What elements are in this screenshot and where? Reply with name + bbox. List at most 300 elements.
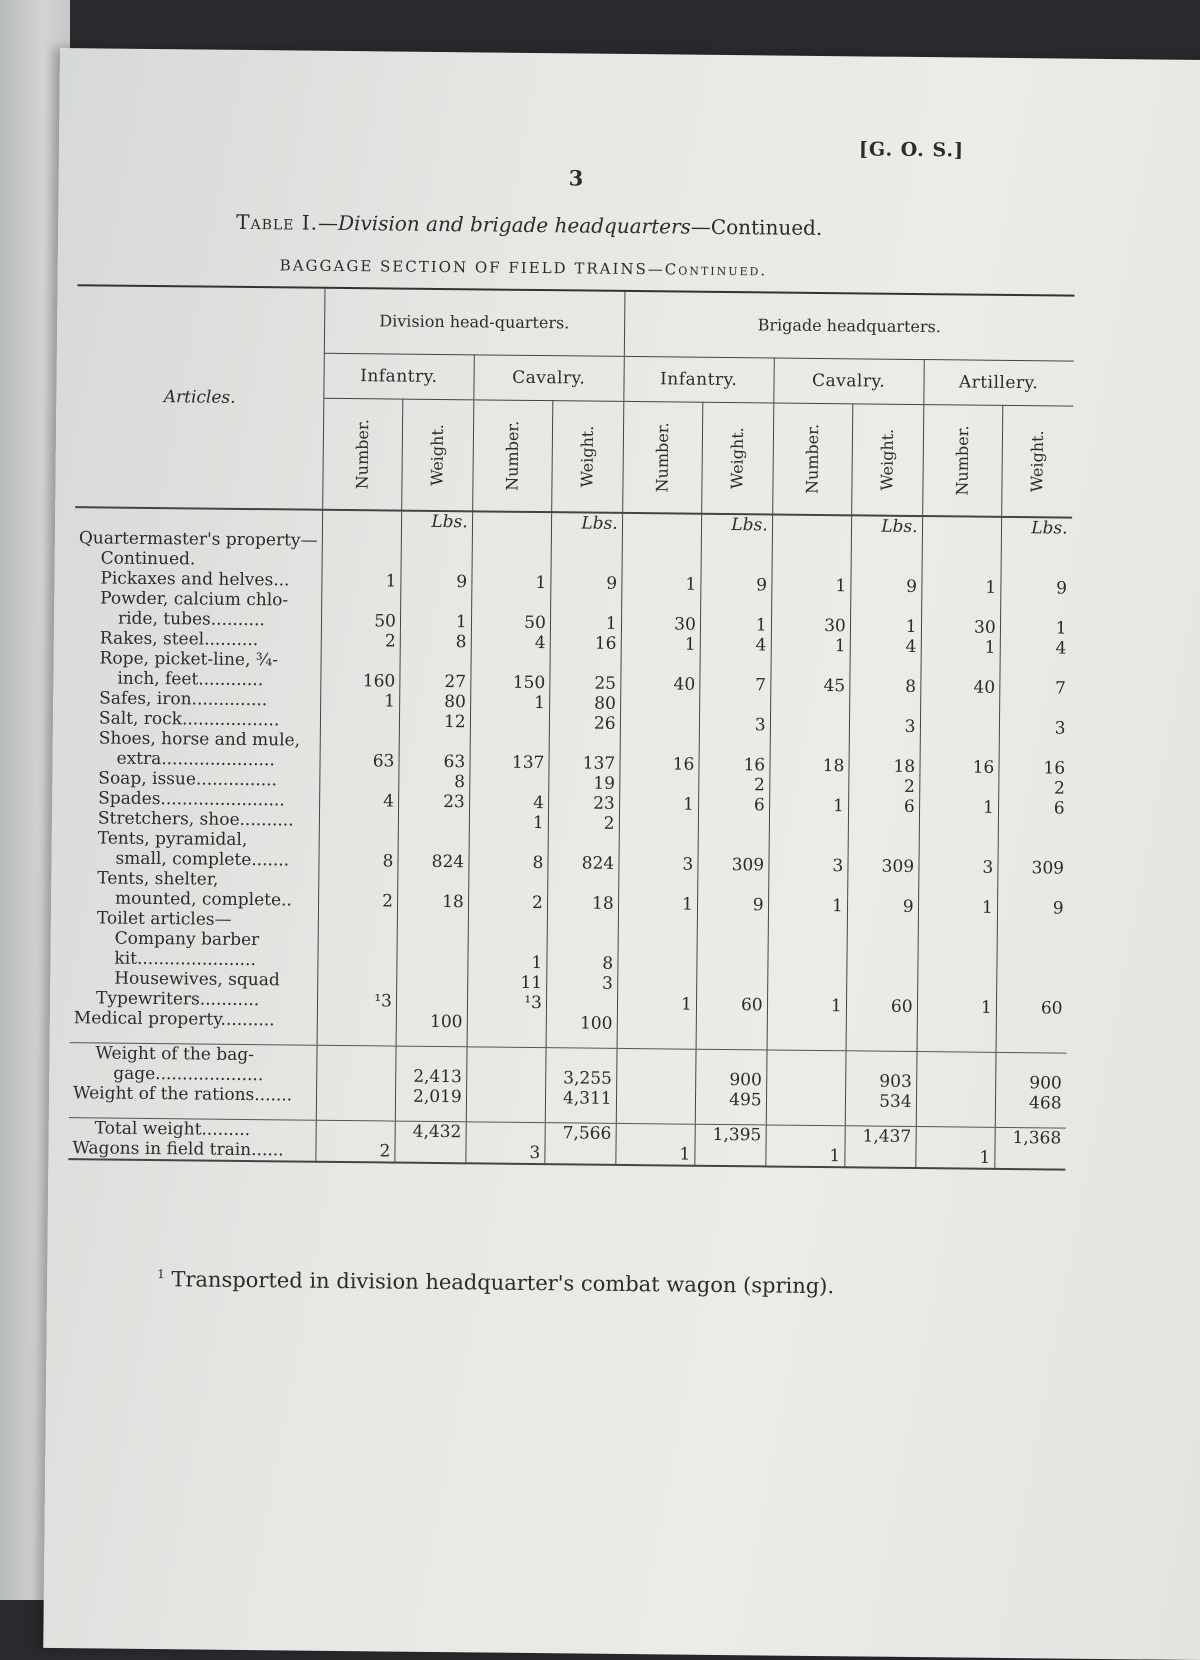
table-cell <box>766 1110 845 1125</box>
table-cell <box>621 654 700 675</box>
table-cell <box>316 1086 395 1107</box>
table-cell <box>616 1123 695 1144</box>
table-cell: 4 <box>319 791 398 812</box>
table-cell: 9 <box>401 572 472 593</box>
table-cell <box>770 715 849 736</box>
table-cell <box>999 698 1070 719</box>
table-cell: 7 <box>700 675 771 696</box>
table-cell <box>997 918 1068 939</box>
table-cell: 1 <box>468 952 547 973</box>
table-cell <box>546 993 617 1014</box>
table-cell <box>916 1052 995 1073</box>
table-cell <box>917 1037 996 1052</box>
table-cell <box>998 838 1069 859</box>
table-cell: 80 <box>549 693 620 714</box>
number-column-header <box>322 398 402 510</box>
table-cell <box>845 1111 916 1126</box>
table-cell <box>771 595 850 616</box>
table-cell <box>768 915 847 936</box>
table-cell: 3,255 <box>545 1068 616 1089</box>
table-cell <box>620 694 699 715</box>
number-label: Number. <box>352 419 372 490</box>
table-cell <box>551 553 622 574</box>
table-cell <box>847 956 918 977</box>
table-cell <box>921 597 1000 618</box>
table-cell <box>767 1035 846 1050</box>
table-cell <box>622 534 701 555</box>
table-cell: 309 <box>848 856 919 877</box>
table-cell <box>622 513 701 535</box>
table-cell <box>999 738 1070 759</box>
table-cell <box>996 1038 1066 1053</box>
row-label: Wagons in field train...... <box>72 1138 284 1161</box>
table-cell <box>769 815 848 836</box>
table-cell <box>849 736 920 757</box>
table-cell <box>470 732 549 753</box>
table-cell: 309 <box>698 855 769 876</box>
table-cell <box>321 591 400 612</box>
table-cell <box>548 873 619 894</box>
table-cell: 1 <box>921 577 1000 598</box>
table-cell <box>996 978 1067 999</box>
table-cell: 1 <box>767 995 846 1016</box>
table-cell <box>919 817 998 838</box>
table-cell <box>701 535 772 556</box>
table-cell <box>617 974 696 995</box>
table-cell <box>619 774 698 795</box>
table-cell <box>768 875 847 896</box>
table-cell: 18 <box>547 893 618 914</box>
table-cell: 2,413 <box>396 1067 467 1088</box>
table-cell <box>847 876 918 897</box>
table-container <box>68 284 1068 1169</box>
table-cell <box>549 733 620 754</box>
table-cell <box>920 737 999 758</box>
row-label: Quartermaster's property— <box>78 528 318 551</box>
table-title <box>236 210 822 240</box>
table-cell <box>398 812 469 833</box>
table-cell: 2 <box>849 776 920 797</box>
number-column-header <box>472 400 552 512</box>
table-cell <box>397 912 468 933</box>
table-cell <box>401 532 472 553</box>
table-cell: 27 <box>400 672 471 693</box>
table-cell <box>766 1090 845 1111</box>
weight-label: Weight. <box>427 423 447 486</box>
table-cell: 100 <box>546 1013 617 1034</box>
table-cell: 1 <box>621 574 700 595</box>
table-cell <box>998 818 1069 839</box>
table-cell <box>396 1046 467 1067</box>
table-cell: 1 <box>700 615 771 636</box>
weight-column-header <box>1001 405 1072 517</box>
weight-label: Weight. <box>877 428 897 491</box>
table-cell: 19 <box>549 773 620 794</box>
table-cell <box>466 1122 545 1143</box>
row-label: inch, feet............ <box>117 668 264 691</box>
table-cell: 7,566 <box>545 1123 616 1144</box>
table-cell <box>396 992 467 1013</box>
table-cell: 1 <box>765 1145 844 1167</box>
table-cell <box>320 711 399 732</box>
articles-header: Articles. <box>163 387 236 408</box>
table-cell: 3 <box>619 854 698 875</box>
footnote-text: Transported in division headquarter's combat wagon (spring). <box>171 1267 835 1299</box>
table-title-tail: —Continued. <box>690 214 823 240</box>
number-column-header <box>922 405 1002 517</box>
row-label: Safes, iron.............. <box>99 688 268 711</box>
table-cell: 9 <box>851 576 922 597</box>
row-label: Total weight......... <box>69 1118 316 1141</box>
table-cell: 8 <box>400 632 471 653</box>
table-cell: 309 <box>998 858 1069 879</box>
table-cell <box>401 592 472 613</box>
table-cell: 2 <box>318 891 397 912</box>
table-cell <box>997 878 1068 899</box>
number-label: Number. <box>652 422 672 493</box>
table-cell: 137 <box>470 752 549 773</box>
table-cell <box>318 911 397 932</box>
table-cell: 1 <box>917 997 996 1018</box>
table-cell: 18 <box>397 892 468 913</box>
table-cell: 8 <box>319 851 398 872</box>
table-cell: 2 <box>548 813 619 834</box>
table-cell: 80 <box>399 692 470 713</box>
footnote-marker: 1 <box>157 1267 165 1282</box>
table-cell <box>470 712 549 733</box>
table-cell: 150 <box>470 672 549 693</box>
table-cell <box>468 912 547 933</box>
table-cell: ¹3 <box>467 992 546 1013</box>
table-cell: 3 <box>849 716 920 737</box>
table-cell <box>699 695 770 716</box>
table-cell: 23 <box>398 792 469 813</box>
row-label: Rope, picket-line, ¾- <box>99 648 279 671</box>
number-column-header <box>772 403 852 515</box>
table-cell: 824 <box>398 852 469 873</box>
table-cell <box>319 771 398 792</box>
table-cell: 900 <box>995 1073 1066 1094</box>
table-cell <box>318 871 397 892</box>
table-cell: 8 <box>399 772 470 793</box>
table-cell <box>550 593 621 614</box>
table-cell <box>616 1109 695 1124</box>
row-label: Salt, rock.................. <box>98 708 280 731</box>
table-cell: 50 <box>471 612 550 633</box>
table-cell <box>472 532 551 553</box>
weight-label: Weight. <box>1027 430 1047 493</box>
table-cell: 903 <box>845 1071 916 1092</box>
table-cell <box>472 511 551 533</box>
table-cell: 1 <box>769 795 848 816</box>
footnote <box>157 1267 834 1298</box>
table-cell <box>918 877 997 898</box>
table-cell: 9 <box>697 895 768 916</box>
table-cell: 1 <box>768 895 847 916</box>
table-cell: 1 <box>472 572 551 593</box>
table-cell <box>995 1148 1066 1170</box>
table-cell: 2 <box>998 778 1069 799</box>
table-cell: 3 <box>768 855 847 876</box>
table-cell <box>319 831 398 852</box>
table-cell: 160 <box>321 671 400 692</box>
table-cell: 9 <box>701 575 772 596</box>
row-label: Housewives, squad <box>114 968 280 991</box>
table-cell <box>922 537 1001 558</box>
row-label: mounted, complete.. <box>114 888 292 911</box>
table-cell: 9 <box>551 573 622 594</box>
table-cell <box>850 596 921 617</box>
table-cell: 1 <box>400 612 471 633</box>
table-cell <box>845 1146 916 1168</box>
table-cell <box>621 594 700 615</box>
table-cell <box>547 933 618 954</box>
table-cell <box>1001 558 1072 579</box>
table-cell: 1 <box>918 897 997 918</box>
document-reference: [G. O. S.] <box>858 138 965 162</box>
table-cell: 16 <box>550 633 621 654</box>
table-cell <box>395 1142 466 1164</box>
table-cell <box>317 1031 396 1046</box>
table-cell <box>696 1015 767 1036</box>
table-cell <box>617 954 696 975</box>
table-cell: 1 <box>550 613 621 634</box>
table-cell <box>466 1107 545 1122</box>
row-label: Weight of the rations....... <box>72 1083 293 1106</box>
table-cell: 30 <box>771 615 850 636</box>
table-cell <box>620 714 699 735</box>
table-cell <box>697 935 768 956</box>
table-cell: 3 <box>546 973 617 994</box>
row-label: Soap, issue............... <box>98 768 278 791</box>
brigade-infantry-header: Infantry. <box>623 356 773 403</box>
table-cell <box>922 516 1001 538</box>
table-cell <box>697 915 768 936</box>
table-cell <box>398 832 469 853</box>
weight-column-header <box>701 402 773 514</box>
table-cell: 60 <box>846 996 917 1017</box>
table-cell <box>997 958 1068 979</box>
table-cell <box>696 1035 767 1050</box>
table-cell: 6 <box>998 798 1069 819</box>
number-column-header <box>622 401 702 513</box>
table-cell <box>698 835 769 856</box>
table-cell <box>471 592 550 613</box>
table-cell: 824 <box>548 853 619 874</box>
table-cell <box>466 1067 545 1088</box>
table-cell <box>919 777 998 798</box>
weight-column-header <box>851 404 923 516</box>
row-label: Pickaxes and helves... <box>100 568 290 591</box>
table-cell <box>618 934 697 955</box>
table-cell <box>916 1072 995 1093</box>
table-cell <box>322 551 401 572</box>
table-cell: 26 <box>549 713 620 734</box>
table-cell: 1 <box>771 575 850 596</box>
table-cell <box>772 514 851 536</box>
table-cell <box>316 1120 395 1141</box>
table-cell <box>995 1113 1065 1128</box>
table-cell <box>919 837 998 858</box>
row-label: Toilet articles— <box>96 908 232 930</box>
table-cell <box>766 1125 845 1146</box>
table-cell <box>697 955 768 976</box>
table-cell <box>546 1033 617 1048</box>
row-label: Spades....................... <box>98 788 285 811</box>
table-cell: 1 <box>470 692 549 713</box>
table-cell <box>697 875 768 896</box>
table-cell <box>850 656 921 677</box>
table-cell: 100 <box>396 1012 467 1033</box>
table-cell: 16 <box>999 758 1070 779</box>
table-cell: 7 <box>1000 678 1071 699</box>
table-cell <box>770 735 849 756</box>
table-cell <box>397 972 468 993</box>
table-cell <box>847 916 918 937</box>
table-cell <box>846 976 917 997</box>
table-cell: 4 <box>1000 638 1071 659</box>
row-label: Powder, calcium chlo- <box>100 588 289 611</box>
table-cell: 1 <box>618 894 697 915</box>
table-cell <box>466 1087 545 1108</box>
table-cell <box>317 1045 396 1066</box>
table-cell: 1,395 <box>695 1124 766 1145</box>
table-cell <box>918 917 997 938</box>
table-cell <box>695 1110 766 1125</box>
table-cell: 2 <box>321 631 400 652</box>
table-cell <box>545 1143 616 1165</box>
table-cell <box>319 811 398 832</box>
table-cell <box>996 1052 1067 1073</box>
row-label: gage.................... <box>113 1063 264 1086</box>
table-title-italic: —Division and brigade headquarters <box>317 210 691 239</box>
table-cell: 3 <box>466 1142 545 1164</box>
table-cell: 12 <box>399 712 470 733</box>
table-cell: Lbs. <box>551 512 622 534</box>
table-cell <box>622 554 701 575</box>
page-number: 3 <box>568 165 584 191</box>
table-cell <box>767 975 846 996</box>
row-label: Weight of the bag- <box>69 1043 316 1066</box>
table-cell: 8 <box>469 852 548 873</box>
table-cell: Lbs. <box>401 511 472 533</box>
table-cell: 40 <box>920 677 999 698</box>
table-cell <box>770 695 849 716</box>
table-cell <box>768 935 847 956</box>
table-cell: 1 <box>617 994 696 1015</box>
table-cell <box>617 1014 696 1035</box>
table-cell <box>695 1145 766 1167</box>
table-cell <box>618 874 697 895</box>
table-cell: 1 <box>919 797 998 818</box>
table-cell: 468 <box>995 1093 1066 1114</box>
row-label: Tents, pyramidal, <box>97 828 248 851</box>
weight-column-header <box>402 399 474 511</box>
table-cell <box>322 510 401 532</box>
table-cell <box>846 1051 917 1072</box>
table-cell: 63 <box>399 752 470 773</box>
table-cell <box>1000 598 1071 619</box>
table-cell <box>396 1032 467 1047</box>
table-cell: 25 <box>550 673 621 694</box>
row-label: Medical property.......... <box>73 1008 275 1031</box>
table-cell: 495 <box>695 1090 766 1111</box>
table-cell <box>619 834 698 855</box>
table-cell: 6 <box>848 796 919 817</box>
row-label: extra..................... <box>116 748 275 771</box>
table-cell: 4 <box>471 632 550 653</box>
table-cell: 9 <box>1001 578 1072 599</box>
table-cell <box>769 775 848 796</box>
number-label: Number. <box>502 420 522 491</box>
table-cell: 4 <box>850 636 921 657</box>
table-cell: 4 <box>469 792 548 813</box>
table-cell: 1 <box>619 794 698 815</box>
table-cell <box>848 836 919 857</box>
table-cell <box>766 1070 845 1091</box>
table-cell: 18 <box>849 756 920 777</box>
table-cell: 4,311 <box>545 1088 616 1109</box>
number-label: Number. <box>952 425 972 496</box>
brigade-cavalry-header: Cavalry. <box>773 358 923 405</box>
table-cell <box>1001 538 1072 559</box>
division-hq-header: Division head-quarters. <box>324 288 625 357</box>
table-cell <box>767 1015 846 1036</box>
row-label: small, complete....... <box>115 848 290 871</box>
row-label: Typewriters........... <box>95 988 260 1011</box>
table-cell <box>699 735 770 756</box>
table-cell: 45 <box>770 675 849 696</box>
table-cell: 3 <box>918 857 997 878</box>
table-cell: 1 <box>615 1144 694 1166</box>
table-cell: 1 <box>915 1147 994 1169</box>
table-cell <box>617 1034 696 1049</box>
table-cell <box>469 772 548 793</box>
row-label: Rakes, steel.......... <box>99 628 259 651</box>
table-cell <box>316 1066 395 1087</box>
table-cell: ¹3 <box>317 991 396 1012</box>
table-cell <box>851 556 922 577</box>
table-cell <box>468 932 547 953</box>
row-label: Company barber <box>114 928 260 951</box>
division-infantry-header: Infantry. <box>324 353 474 400</box>
table-cell <box>321 651 400 672</box>
table-cell: 1 <box>322 571 401 592</box>
table-cell <box>997 938 1068 959</box>
table-cell <box>996 1018 1067 1039</box>
table-cell: 60 <box>696 995 767 1016</box>
table-cell: 534 <box>845 1091 916 1112</box>
table-cell <box>922 557 1001 578</box>
table-cell <box>700 655 771 676</box>
table-cell <box>550 653 621 674</box>
table-cell <box>547 913 618 934</box>
table-cell <box>467 1032 546 1047</box>
table-cell: 1,368 <box>995 1127 1066 1148</box>
table-cell <box>698 815 769 836</box>
table-cell: 16 <box>620 754 699 775</box>
table-cell <box>619 814 698 835</box>
table-cell: 63 <box>320 751 399 772</box>
table-cell <box>918 937 997 958</box>
table-cell: 1 <box>921 637 1000 658</box>
table-cell <box>400 652 471 673</box>
table-cell: 18 <box>770 755 849 776</box>
table-cell: 16 <box>699 755 770 776</box>
table-label: Table I. <box>236 209 319 235</box>
weight-label: Weight. <box>727 427 747 490</box>
table-cell <box>616 1089 695 1110</box>
